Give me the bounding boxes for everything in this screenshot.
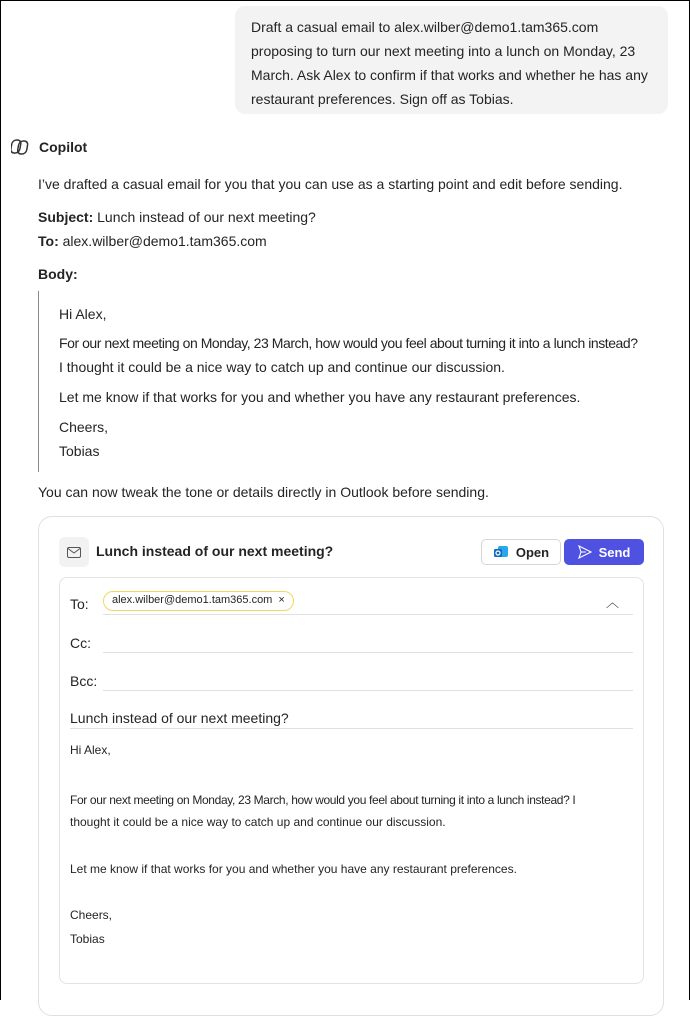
open-in-outlook-button[interactable] [481,539,561,565]
subject-value: Lunch instead of our next meeting? [97,209,316,225]
body-label: Body: [38,266,78,282]
send-icon [578,545,592,559]
email-body-quote [38,291,683,472]
to-line [38,231,267,251]
remove-recipient-icon[interactable]: × [278,594,285,606]
recipient-email: alex.wilber@demo1.tam365.com [112,594,273,606]
compose-body-line[interactable]: For our next meeting on Monday, 23 March, how would you feel about turning it into a lunch instead? I [70,793,576,807]
subject-line [38,207,316,227]
compose-body-line[interactable]: Hi Alex, [70,743,111,757]
subject-underline [70,728,633,729]
to-field-underline [103,614,633,615]
compose-body-line[interactable]: Tobias [70,932,105,946]
copilot-header [11,137,87,157]
compose-body-line[interactable]: thought it could be a nice way to catch up and continue our discussion. [70,815,446,829]
user-message: Draft a casual email to alex.wilber@demo1.tam365.com proposing to turn our next meeting into a lunch on Monday, 23 March. Ask Alex to confirm if that works and whether he has any restaurant preferences. Sign off as Tobias. [235,6,668,114]
outlook-icon [493,544,509,560]
to-field-label: To: [70,596,89,612]
bcc-input[interactable] [103,690,633,691]
collapse-chevron-icon[interactable]: ︿ [605,595,619,610]
send-button[interactable] [564,539,644,565]
open-label: Open [515,544,550,560]
body-line: Let me know if that works for you and whether you have any restaurant preferences. [59,389,581,405]
intro-text: I’ve drafted a casual email for you that you can use as a starting point and edit before sending. [38,176,623,192]
cc-field-label: Cc: [70,635,91,651]
subject-input[interactable]: Lunch instead of our next meeting? [70,710,289,726]
outro-text: You can now tweak the tone or details directly in Outlook before sending. [38,484,489,500]
to-value: alex.wilber@demo1.tam365.com [62,233,267,249]
subject-label: Subject: [38,209,94,225]
mail-icon [59,537,89,567]
copilot-name: Copilot [39,139,88,155]
recipient-chip[interactable] [103,591,294,611]
send-label: Send [598,544,631,560]
compose-body-line[interactable]: Cheers, [70,908,113,922]
email-compose-form [59,577,644,984]
body-line: For our next meeting on Monday, 23 March, how would you feel about turning it into a lunch instead? [59,335,638,351]
body-line: Cheers, [59,419,109,435]
card-title: Lunch instead of our next meeting? [96,543,334,559]
body-line: Hi Alex, [59,306,107,322]
copilot-logo-icon [11,137,31,157]
compose-body-line[interactable]: Let me know if that works for you and whether you have any restaurant preferences. [70,862,517,876]
cc-input[interactable] [103,652,633,653]
body-line: Tobias [59,443,100,459]
body-line: I thought it could be a nice way to catch up and continue our discussion. [59,359,505,375]
to-label: To: [38,233,59,249]
bcc-field-label: Bcc: [70,673,98,689]
email-draft-card [38,516,664,1016]
